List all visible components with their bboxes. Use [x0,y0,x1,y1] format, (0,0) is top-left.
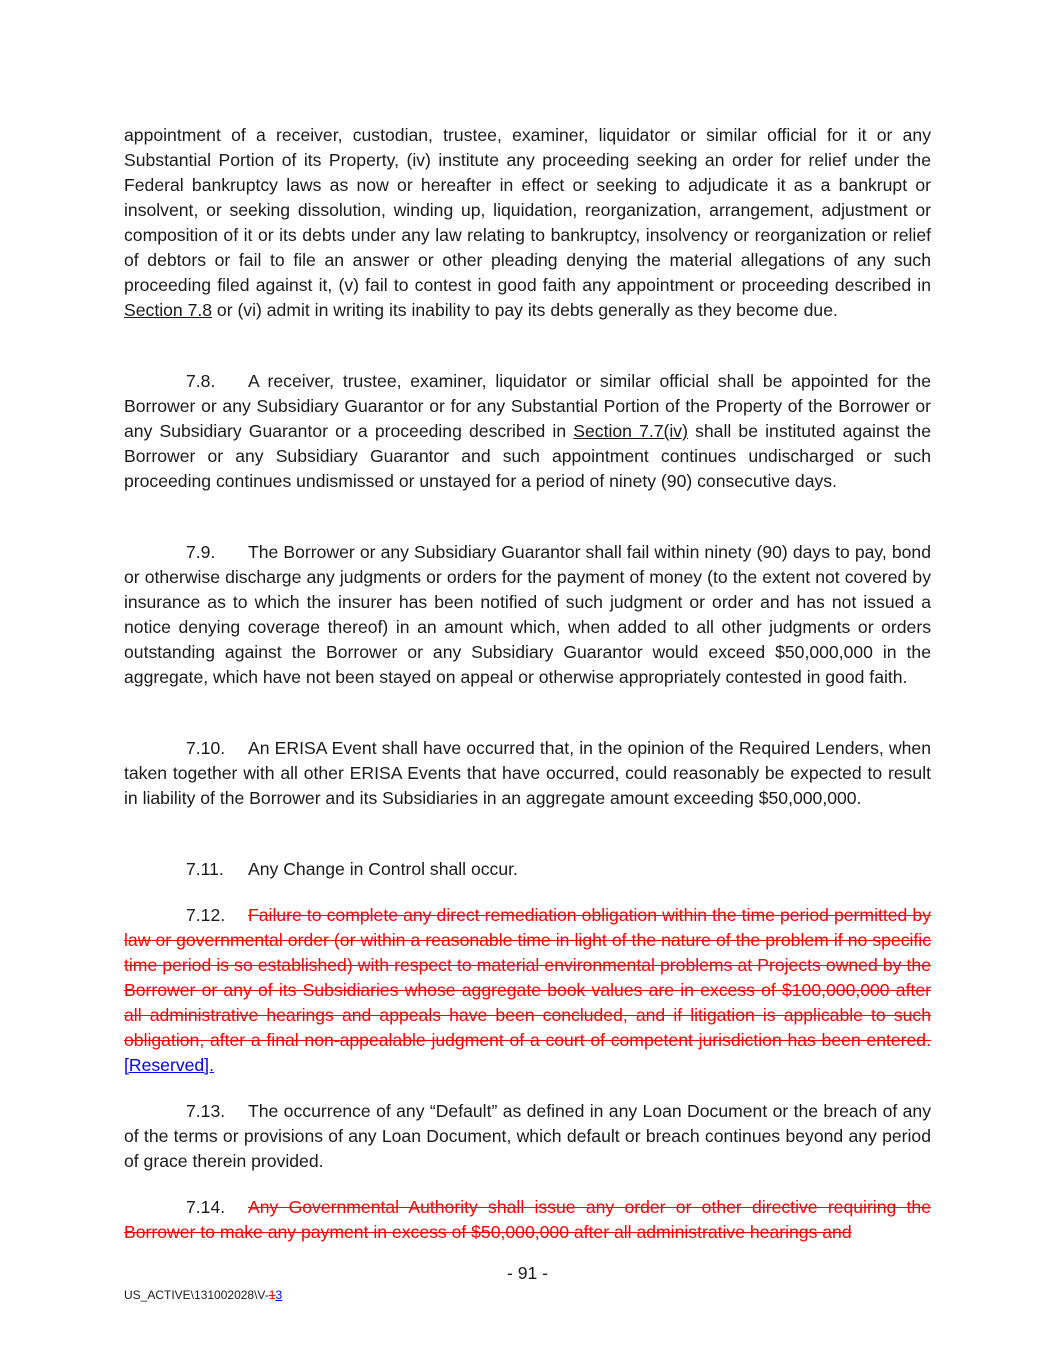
section-number: 7.14. [186,1197,226,1217]
section-number: 7.13. [186,1101,226,1121]
page-number: - 91 - [506,1263,549,1283]
footer-inserted-version: 3 [275,1288,283,1302]
section-text: shall be instituted against the Borrower or any Subsidiary Guarantor and such appointment continues undischarged or such proceeding continues undismissed or unstayed for a period of ninety (90) consecutive days. [124,421,931,491]
section-text: Any Change in Control shall occur. [248,859,518,879]
section-text: A receiver, trustee, examiner, liquidator or similar official shall be appointed for the Borrower or any Subsidiary Guarantor or for any Substantial Portion of the Property of the Borrower or any Subsidiary Guarantor or a proceeding described in [124,371,931,441]
continued-paragraph [124,123,931,323]
section-reference-7-8: Section 7.8 [124,300,213,320]
paragraph-text: appointment of a receiver, custodian, trustee, examiner, liquidator or similar official for it or any Substantial Portion of its Property, (iv) institute any proceeding seeking an order for relief under the Federal bankruptcy laws as now or hereafter in effect or seeking to adjudicate it as a bankrupt or insolvent, or seeking dissolution, winding up, liquidation, reorganization, arrangement, adjustment or composition of it or its debts under any law relating to bankruptcy, insolvency or reorganization or relief of debtors or fail to file an answer or other pleading denying the material allegations of any such proceeding filed against it, (v) fail to contest in good faith any appointment or proceeding described in [124,125,931,295]
document-id-footer [124,1287,282,1303]
section-7-11 [124,857,931,882]
section-7-14 [124,1195,931,1245]
section-number: 7.9. [186,542,216,562]
paragraph-text: or (vi) admit in writing its inability to pay its debts generally as they become due. [212,300,838,320]
section-7-10 [124,736,931,811]
deleted-text: Any Governmental Authority shall issue any order or other directive requiring the Borrower to make any payment in excess of $50,000,000 after all administrative hearings and [124,1197,931,1242]
section-7-9 [124,540,931,690]
section-7-13 [124,1099,931,1174]
section-text: The Borrower or any Subsidiary Guarantor shall fail within ninety (90) days to pay, bond or otherwise discharge any judgments or orders for the payment of money (to the extent not covered by insurance as to which the insurer has been notified of such judgment or order and has not issued a notice denying coverage thereof) in an amount which, when added to all other judgments or orders outstanding against the Borrower or any Subsidiary Guarantor would exceed $50,000,000 in the aggregate, which have not been stayed on appeal or otherwise appropriately contested in good faith. [124,542,931,687]
inserted-text: [Reserved]. [124,1055,214,1075]
section-number: 7.8. [186,371,216,391]
section-text: The occurrence of any “Default” as defined in any Loan Document or the breach of any of the terms or provisions of any Loan Document, which default or breach continues beyond any period of grace therein provided. [124,1101,931,1171]
footer-doc-id: US_ACTIVE\131002028\V- [124,1288,269,1302]
section-text: An ERISA Event shall have occurred that, in the opinion of the Required Lenders, when taken together with all other ERISA Events that have occurred, could reasonably be expected to result in liability of the Borrower and its Subsidiaries in an aggregate amount exceeding $50,000,000. [124,738,931,808]
footer-deleted-version: 1 [268,1288,276,1302]
deleted-text: Failure to complete any direct remediation obligation within the time period permitted by law or governmental order (or within a reasonable time in light of the nature of the problem if no specific time period is so established) with respect to material environmental problems at Projects owned by the Borrower or any of its Subsidiaries whose aggregate book values are in excess of $100,000,000 after all administrative hearings and appeals have been concluded, and if litigation is applicable to such obligation, after a final non-appealable judgment of a court of competent jurisdiction has been entered. [124,905,931,1050]
section-7-12 [124,903,931,1078]
section-number: 7.10. [186,738,226,758]
section-7-8 [124,369,931,494]
section-number: 7.11. [186,859,224,879]
section-number: 7.12. [186,905,226,925]
section-reference-7-7-iv: Section 7.7(iv) [573,421,688,441]
